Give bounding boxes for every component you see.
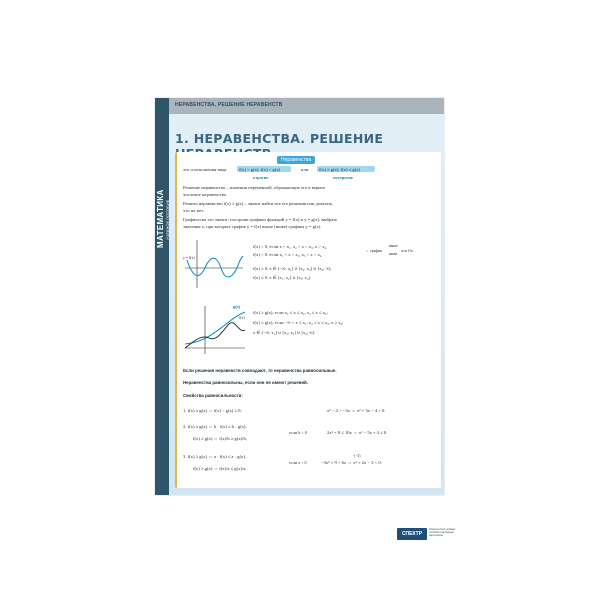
poster xyxy=(155,98,456,537)
main-title: 1. НЕРАВЕНСТВА. РЕШЕНИЕ xyxy=(175,131,384,146)
spine-subtitle: УЧЕБНОЕ ПОСОБИЕ xyxy=(165,199,170,240)
g1-line3: f(x) ≥ 0, x ∈ (−∞; x₁] ∪ [x₂; x₃] ∪ [x₄; ∞), xyxy=(253,266,332,271)
strict-forms: f(x) > g(x), f(x) < g(x) xyxy=(239,167,281,172)
content-panel xyxy=(175,152,456,537)
prop2a: 2. f(x) ≥ g(x) ⇔ b · f(x) ≥ b · g(x), xyxy=(183,424,247,429)
prop2b: f(x) ≥ g(x) ⇔ f(x)/b ≥ g(x)/b, xyxy=(193,436,247,441)
p3-line2: значения x, при которых график y = f(x) выше (ниже) графика y = g(x). xyxy=(183,224,322,229)
p1-line1: Решение неравенства – значения переменной, обращающие его в верное xyxy=(183,185,325,190)
publisher-logo: СПЕКТР xyxy=(397,528,427,540)
g1-arrow: ⇔ график xyxy=(365,248,383,253)
p2-line1: Решить неравенство f(x) ≥ g(x) – значит найти все его решения или доказать, xyxy=(183,201,334,206)
intro-prefix: это соотношения вида xyxy=(183,167,227,172)
intro-or: или xyxy=(301,167,309,172)
graph-fx-gx xyxy=(183,304,247,356)
g1-upper: выше xyxy=(389,244,398,248)
p1-line2: числовое неравенство. xyxy=(183,192,228,197)
g1-line2: f(x) < 0, если x₁ < x < x₂, x₃ < x < x₄ xyxy=(253,252,322,257)
prop3-example: −3x² + 9 > 6x ⇔ x² + 2x − 3 < 0. xyxy=(321,460,382,465)
g2-fx: f(x) xyxy=(239,316,245,320)
graph-fx-label: y = f(x) xyxy=(183,256,195,260)
g1-axis: оси Ox. xyxy=(401,248,414,253)
box-title: Неравенства xyxy=(277,156,315,164)
poster-spine xyxy=(155,98,169,495)
g1-line1: f(x) > 0, если x < x₁, x₂ < x < x₃, x > x₄ xyxy=(253,244,327,249)
equiv-line2: Неравенства равносильны, если они не имеют решений. xyxy=(183,380,308,385)
g2-line3: x ∈ (−∞; x₁] ∪ [x₂; x₃] ∪ [x₄; ∞). xyxy=(253,330,316,335)
prop1: 1. f(x) ≥ g(x) ⇔ f(x) − g(x) ≥ 0; xyxy=(183,408,242,413)
nonstrict-label: нестрогие xyxy=(333,175,354,180)
prop3-multiplier: ·(−3) xyxy=(353,454,361,458)
g2-line1: f(x) ≥ g(x), если x₁ ≤ x ≤ x₂, x₃ ≤ x ≤ x₄; xyxy=(253,310,328,315)
prop3b: f(x) ≥ g(x) ⇔ f(x)/a ≤ g(x)/a, xyxy=(193,466,247,471)
g2-line2: f(x) ≤ g(x), если −∞ < x ≤ x₁; x₂ ≤ x ≤ x₃; x ≥ x₄; xyxy=(253,320,344,325)
spine-title: МАТЕМАТИКА xyxy=(156,189,165,248)
properties-title: Свойства равносильности: xyxy=(183,393,243,398)
p3-line1: Графически это значит: построив графики функций y = f(x) и y = g(x), выбрать xyxy=(183,217,338,222)
publisher-imprint: Издательство учебных пособий и наглядных материалов xyxy=(429,528,456,537)
g1-line4: f(x) ≤ 0, x ∈ [x₁; x₂] ∪ [x₃; x₄]. xyxy=(253,275,312,280)
g1-lower: ниже xyxy=(389,252,398,256)
prop1-example: x² − 4 > −3x ⇔ x² + 3x − 4 > 0. xyxy=(327,408,386,413)
prop3-condition: если a < 0 xyxy=(289,460,307,465)
prop2-condition: если b > 0 xyxy=(289,430,307,435)
equiv-line1: Если решения неравенств совпадают, то неравенства равносильные. xyxy=(183,368,337,373)
strict-label: строгие xyxy=(253,175,269,180)
section-title: НЕРАВЕНСТВА, РЕШЕНИЕ НЕРАВЕНСТВ xyxy=(175,102,283,108)
prop3a: 3. f(x) ≥ g(x) ⇔ a · f(x) ≤ a · g(x), xyxy=(183,454,247,459)
g2-gx: g(x) xyxy=(233,305,240,309)
p2-line2: что их нет. xyxy=(183,208,204,213)
nonstrict-forms: f(x) ≥ g(x), f(x) ≤ g(x) xyxy=(319,167,361,172)
graph-fx xyxy=(183,238,245,290)
prop2-example: 2x² + 8 ≤ 10x ⇔ x² − 5x + 4 ≤ 0. xyxy=(327,430,388,435)
